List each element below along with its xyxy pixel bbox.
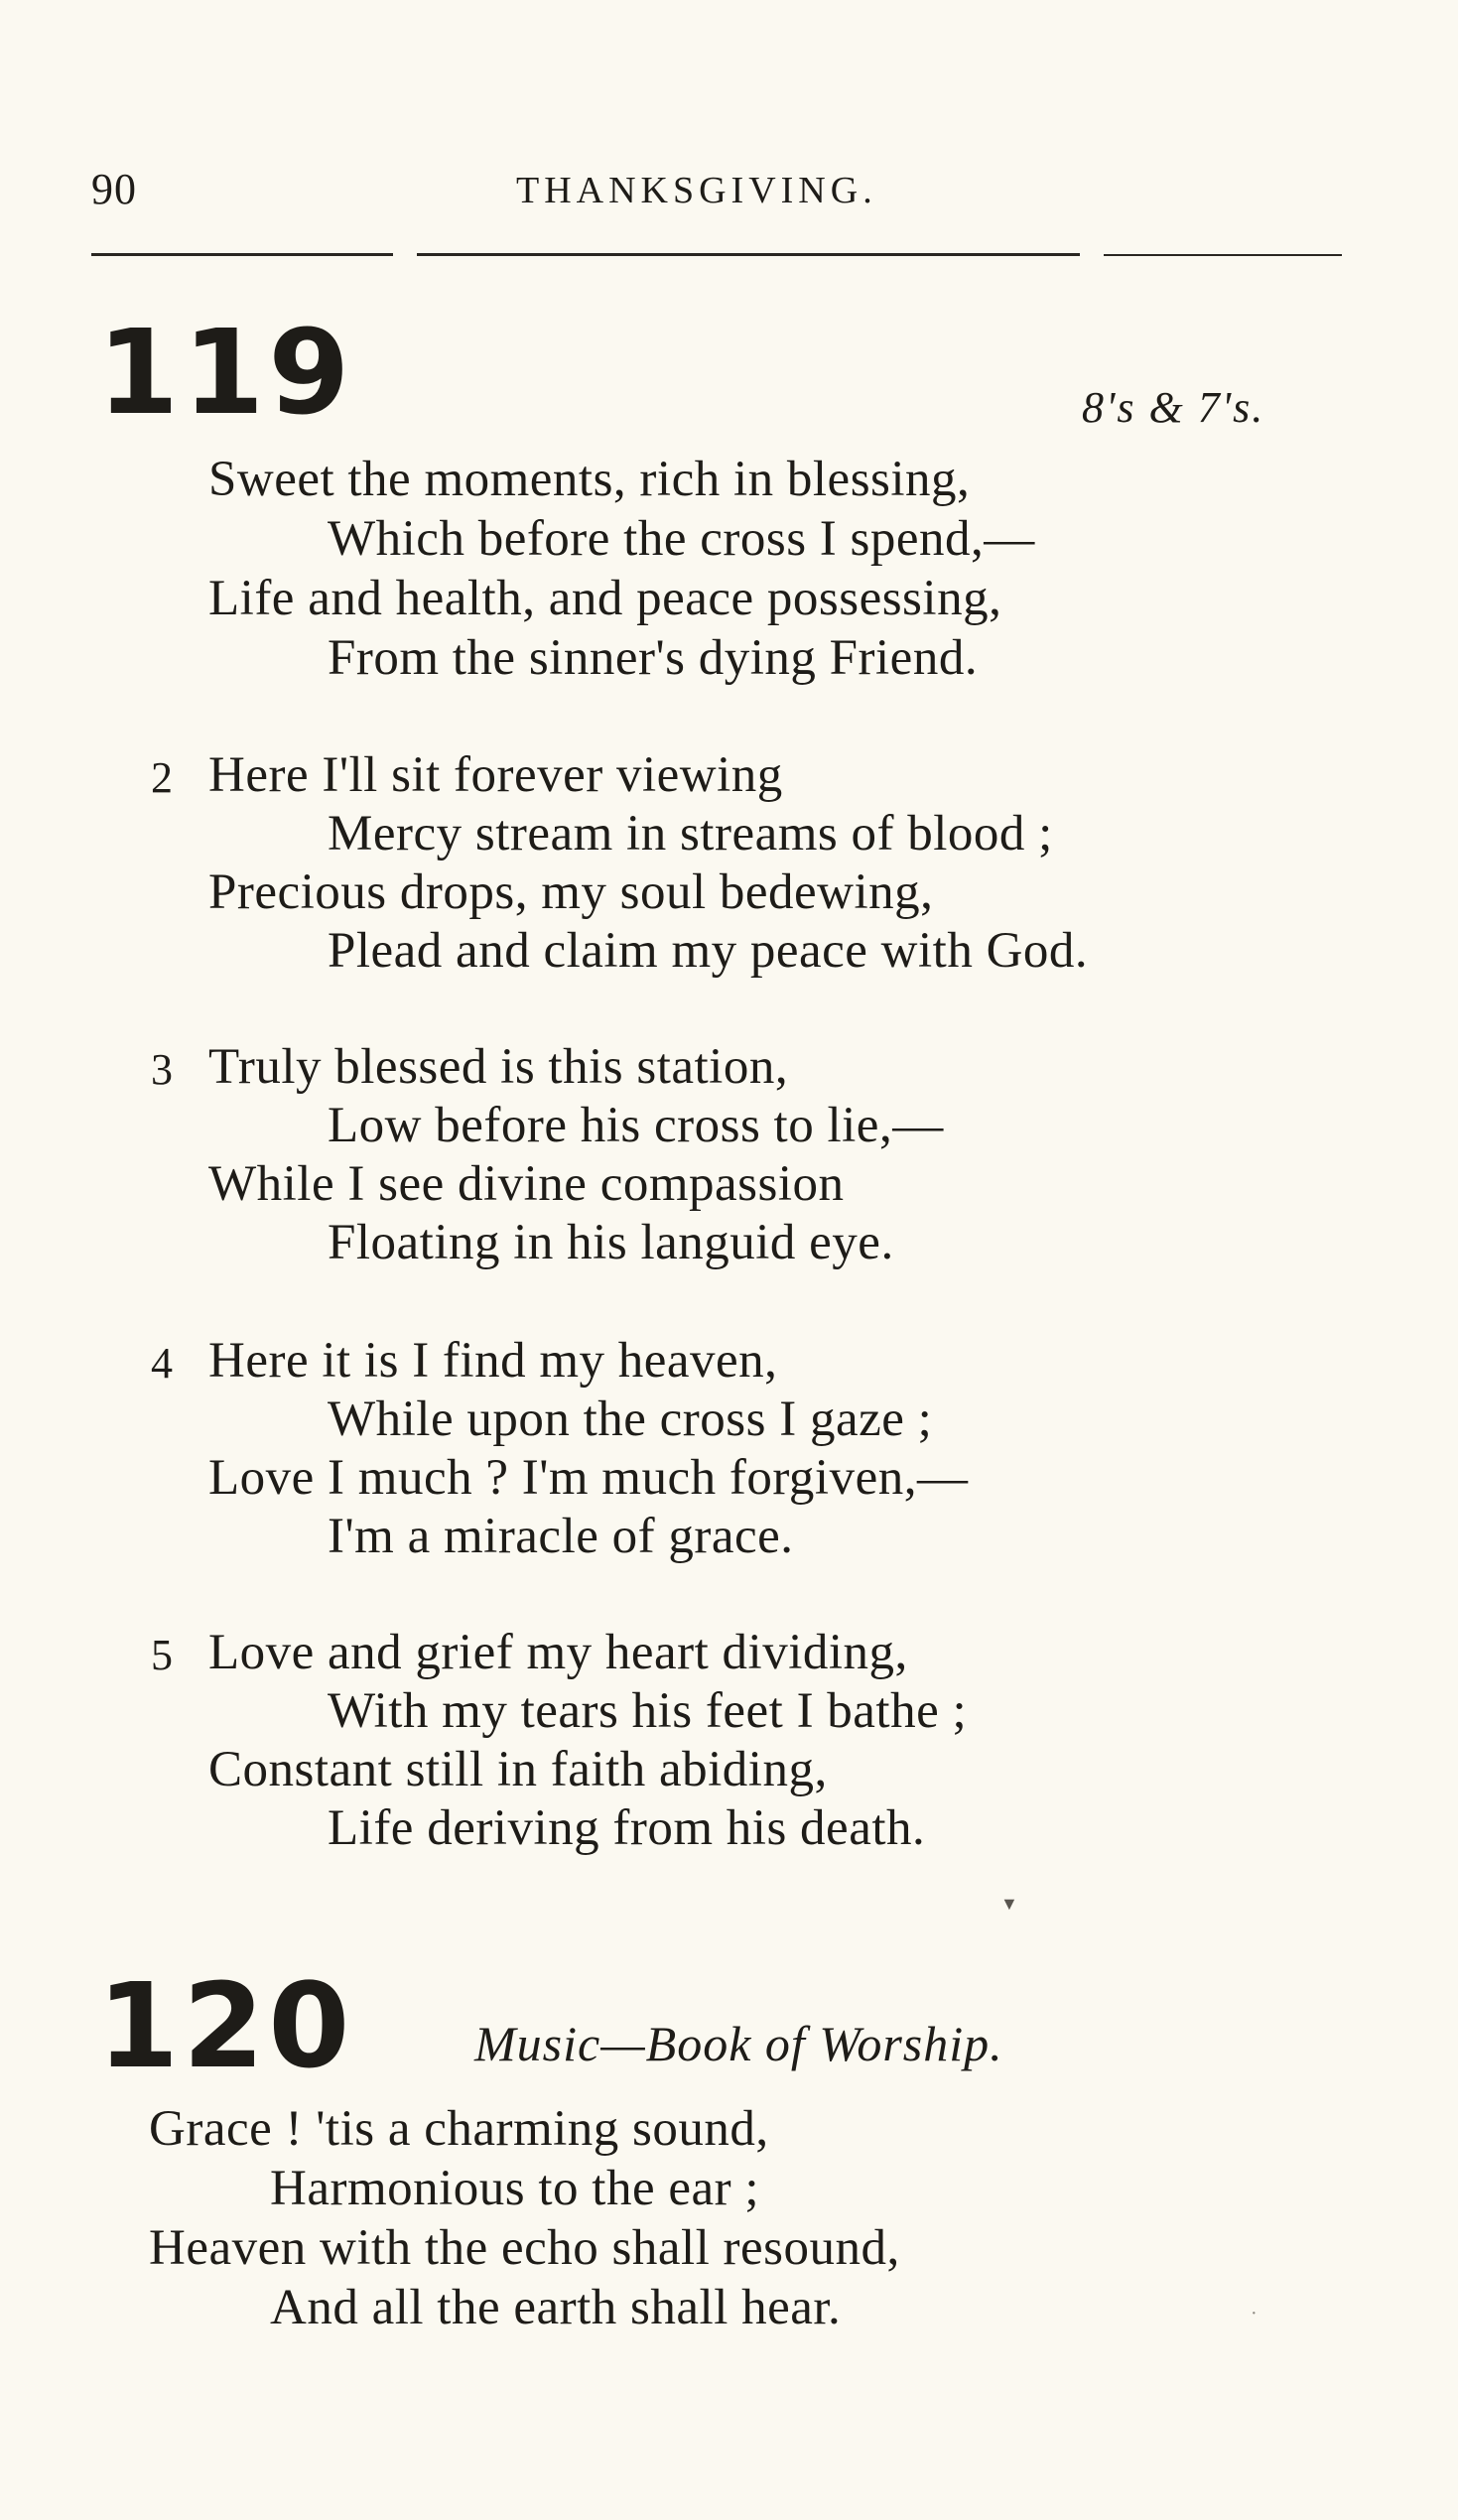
tune-attribution: Music—Book of Worship. bbox=[474, 2016, 1003, 2071]
verse-line: From the sinner's dying Friend. bbox=[328, 630, 979, 686]
verse-line: Here it is I find my heaven, bbox=[208, 1333, 778, 1389]
hymn-number-120: 120 bbox=[97, 1957, 354, 2094]
verse-line: Mercy stream in streams of blood ; bbox=[328, 806, 1053, 862]
stanza-number: 4 bbox=[151, 1339, 173, 1388]
hymn-number-119: 119 bbox=[97, 304, 354, 441]
stray-dot-mark: · bbox=[1251, 2303, 1258, 2324]
verse-line: Sweet the moments, rich in blessing, bbox=[208, 452, 971, 507]
running-title: THANKSGIVING. bbox=[516, 170, 877, 211]
verse-line: Which before the cross I spend,— bbox=[328, 511, 1035, 567]
verse-line: Grace ! 'tis a charming sound, bbox=[149, 2101, 769, 2157]
header-rule-middle bbox=[417, 253, 1080, 256]
verse-line: Life deriving from his death. bbox=[328, 1800, 926, 1856]
verse-line: With my tears his feet I bathe ; bbox=[328, 1683, 968, 1739]
verse-line: Low before his cross to lie,— bbox=[328, 1098, 944, 1153]
verse-line: Love and grief my heart dividing, bbox=[208, 1625, 908, 1680]
verse-line: Love I much ? I'm much forgiven,— bbox=[208, 1450, 969, 1506]
verse-line: Precious drops, my soul bedewing, bbox=[208, 864, 934, 920]
verse-line: While upon the cross I gaze ; bbox=[328, 1392, 933, 1447]
verse-line: I'm a miracle of grace. bbox=[328, 1509, 794, 1564]
header-rule-right bbox=[1104, 254, 1342, 256]
stanza-number: 5 bbox=[151, 1631, 173, 1679]
verse-line: Floating in his languid eye. bbox=[328, 1215, 894, 1270]
verse-line: Heaven with the echo shall resound, bbox=[149, 2220, 900, 2276]
verse-line: Constant still in faith abiding, bbox=[208, 1742, 828, 1797]
page-number: 90 bbox=[91, 165, 137, 213]
stanza-number: 3 bbox=[151, 1045, 173, 1094]
small-ornament-mark: ▼ bbox=[1000, 1894, 1018, 1914]
verse-line: Here I'll sit forever viewing bbox=[208, 747, 783, 803]
header-rule-left bbox=[91, 253, 393, 256]
stanza-number: 2 bbox=[151, 753, 173, 802]
verse-line: And all the earth shall hear. bbox=[270, 2280, 842, 2335]
verse-line: Harmonious to the ear ; bbox=[270, 2161, 760, 2216]
verse-line: While I see divine compassion bbox=[208, 1156, 845, 1212]
verse-line: Plead and claim my peace with God. bbox=[328, 923, 1089, 979]
verse-line: Life and health, and peace possessing, bbox=[208, 571, 1002, 626]
verse-line: Truly blessed is this station, bbox=[208, 1039, 789, 1095]
hymn-meter: 8's & 7's. bbox=[1082, 383, 1265, 432]
